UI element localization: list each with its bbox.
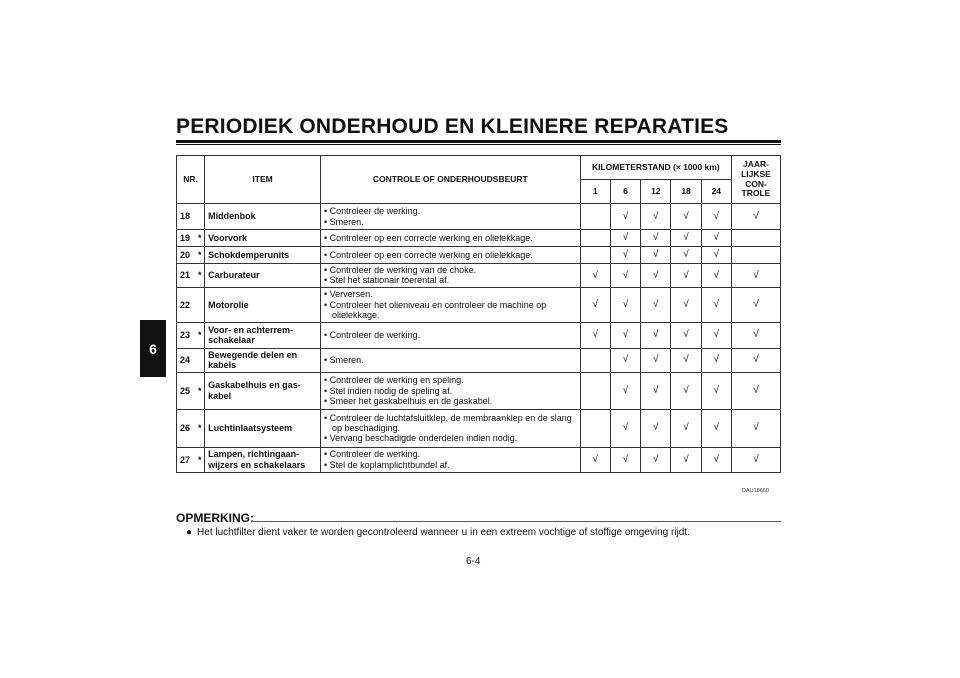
annual-check-cell: √ <box>731 409 780 447</box>
header-km-col: 12 <box>641 180 671 204</box>
dealer-service-marker <box>195 348 204 372</box>
table-row <box>177 447 781 472</box>
interval-check-cell: √ <box>701 447 731 472</box>
annual-check-cell: √ <box>731 447 780 472</box>
row-actions <box>320 247 580 264</box>
interval-check-cell <box>580 247 610 264</box>
chapter-tab: 6 <box>140 320 166 377</box>
row-number: 25 <box>177 372 196 409</box>
header-km-col: 24 <box>701 180 731 204</box>
interval-check-cell: √ <box>641 247 671 264</box>
interval-check-cell: √ <box>701 409 731 447</box>
action-item: • Vervang beschadigde onderdelen indien nodig. <box>324 433 577 443</box>
dealer-service-marker: * <box>195 372 204 409</box>
title-underline <box>176 140 781 145</box>
dealer-service-marker: * <box>195 409 204 447</box>
interval-check-cell: √ <box>641 409 671 447</box>
interval-check-cell: √ <box>580 287 610 322</box>
row-item: Carburateur <box>205 264 321 288</box>
interval-check-cell: √ <box>610 372 640 409</box>
header-km-col: 6 <box>610 180 640 204</box>
row-actions <box>320 230 580 247</box>
table-row <box>177 204 781 230</box>
interval-check-cell: √ <box>641 322 671 348</box>
interval-check-cell: √ <box>701 264 731 288</box>
note-heading: OPMERKING: <box>176 511 254 525</box>
row-number: 19 <box>177 230 196 247</box>
interval-check-cell: √ <box>701 372 731 409</box>
annual-check-cell: √ <box>731 204 780 230</box>
interval-check-cell: √ <box>671 447 701 472</box>
table-header-row <box>177 156 781 180</box>
note-divider <box>252 521 781 522</box>
row-actions <box>320 322 580 348</box>
interval-check-cell: √ <box>610 287 640 322</box>
row-item: Schokdemperunits <box>205 247 321 264</box>
table-row <box>177 264 781 288</box>
row-number: 21 <box>177 264 196 288</box>
interval-check-cell: √ <box>641 348 671 372</box>
row-number: 18 <box>177 204 196 230</box>
interval-check-cell: √ <box>671 348 701 372</box>
header-km: KILOMETERSTAND (× 1000 km) <box>580 156 731 180</box>
interval-check-cell: √ <box>610 322 640 348</box>
interval-check-cell: √ <box>610 348 640 372</box>
interval-check-cell: √ <box>671 287 701 322</box>
row-item: Motorolie <box>205 287 321 322</box>
action-item: • Controleer het olieniveau en controleer de machine op olielekkage. <box>324 300 577 321</box>
table-row <box>177 287 781 322</box>
interval-check-cell: √ <box>641 287 671 322</box>
dealer-service-marker <box>195 287 204 322</box>
action-item: • Smeren. <box>324 217 577 227</box>
page-number: 6-4 <box>466 556 481 567</box>
row-number: 23 <box>177 322 196 348</box>
action-item: • Smeren. <box>324 355 577 365</box>
row-actions <box>320 447 580 472</box>
interval-check-cell: √ <box>641 264 671 288</box>
action-item: • Stel het stationair toerental af. <box>324 275 577 285</box>
interval-check-cell: √ <box>580 322 610 348</box>
annual-check-cell: √ <box>731 372 780 409</box>
action-item: • Controleer de werking. <box>324 206 577 216</box>
action-item: • Stel de koplamplichtbundel af. <box>324 460 577 470</box>
row-actions <box>320 409 580 447</box>
action-item: • Controleer de werking. <box>324 449 577 459</box>
row-actions <box>320 287 580 322</box>
interval-check-cell <box>580 230 610 247</box>
interval-check-cell: √ <box>701 230 731 247</box>
interval-check-cell: √ <box>671 264 701 288</box>
row-item: Middenbok <box>205 204 321 230</box>
row-actions <box>320 348 580 372</box>
row-actions <box>320 264 580 288</box>
table-row <box>177 322 781 348</box>
dealer-service-marker: * <box>195 447 204 472</box>
interval-check-cell <box>580 372 610 409</box>
interval-check-cell: √ <box>641 447 671 472</box>
bullet-icon: ● <box>186 527 193 538</box>
interval-check-cell: √ <box>610 447 640 472</box>
interval-check-cell: √ <box>701 204 731 230</box>
dealer-service-marker: * <box>195 322 204 348</box>
dealer-service-marker <box>195 204 204 230</box>
header-item: ITEM <box>205 156 321 204</box>
action-item: • Controleer op een correcte werking en olielekkage. <box>324 233 577 243</box>
table-row <box>177 372 781 409</box>
interval-check-cell: √ <box>641 230 671 247</box>
annual-check-cell: √ <box>731 322 780 348</box>
interval-check-cell: √ <box>701 322 731 348</box>
interval-check-cell: √ <box>671 322 701 348</box>
row-number: 26 <box>177 409 196 447</box>
interval-check-cell: √ <box>701 287 731 322</box>
table-row <box>177 230 781 247</box>
annual-check-cell: √ <box>731 264 780 288</box>
interval-check-cell: √ <box>610 230 640 247</box>
action-item: • Controleer op een correcte werking en olielekkage. <box>324 250 577 260</box>
action-item: • Verversen. <box>324 289 577 299</box>
interval-check-cell: √ <box>610 264 640 288</box>
annual-check-cell: √ <box>731 348 780 372</box>
row-item: Gaskabelhuis en gas-kabel <box>205 372 321 409</box>
row-item: Voor- en achterrem-schakelaar <box>205 322 321 348</box>
dealer-service-marker: * <box>195 264 204 288</box>
interval-check-cell <box>580 204 610 230</box>
row-item: Bewegende delen en kabels <box>205 348 321 372</box>
interval-check-cell: √ <box>671 230 701 247</box>
row-item: Luchtinlaatsysteem <box>205 409 321 447</box>
header-km-col: 1 <box>580 180 610 204</box>
header-control: CONTROLE OF ONDERHOUDSBEURT <box>320 156 580 204</box>
interval-check-cell: √ <box>701 247 731 264</box>
row-number: 22 <box>177 287 196 322</box>
interval-check-cell: √ <box>580 264 610 288</box>
row-item: Voorvork <box>205 230 321 247</box>
note-text: Het luchtfilter dient vaker te worden gecontroleerd wanneer u in een extreem vochtige of stoffige omgeving rijdt. <box>197 527 690 538</box>
interval-check-cell: √ <box>671 247 701 264</box>
row-number: 24 <box>177 348 196 372</box>
row-item: Lampen, richtingaan-wijzers en schakelaars <box>205 447 321 472</box>
interval-check-cell <box>580 348 610 372</box>
table-row <box>177 409 781 447</box>
table-body <box>177 204 781 473</box>
action-item: • Smeer het gaskabelhuis en de gaskabel. <box>324 396 577 406</box>
interval-check-cell: √ <box>610 409 640 447</box>
interval-check-cell: √ <box>641 204 671 230</box>
dealer-service-marker: * <box>195 230 204 247</box>
row-actions <box>320 372 580 409</box>
action-item: • Controleer de werking. <box>324 330 577 340</box>
annual-check-cell: √ <box>731 287 780 322</box>
interval-check-cell: √ <box>701 348 731 372</box>
interval-check-cell: √ <box>671 204 701 230</box>
interval-check-cell <box>580 409 610 447</box>
header-nr: NR. <box>177 156 205 204</box>
action-item: • Stel indien nodig de speling af. <box>324 386 577 396</box>
reference-code: DAU18660 <box>742 488 769 494</box>
table-row <box>177 348 781 372</box>
action-item: • Controleer de luchtafsluitklep, de membraanklep en de slang op beschadiging. <box>324 413 577 434</box>
action-item: • Controleer de werking en speling. <box>324 375 577 385</box>
interval-check-cell: √ <box>671 409 701 447</box>
page-title: PERIODIEK ONDERHOUD EN KLEINERE REPARATIES <box>176 115 729 138</box>
row-number: 27 <box>177 447 196 472</box>
header-km-col: 18 <box>671 180 701 204</box>
row-actions <box>320 204 580 230</box>
note-body <box>186 527 781 538</box>
interval-check-cell: √ <box>641 372 671 409</box>
dealer-service-marker: * <box>195 247 204 264</box>
annual-check-cell <box>731 230 780 247</box>
row-number: 20 <box>177 247 196 264</box>
interval-check-cell: √ <box>610 247 640 264</box>
action-item: • Controleer de werking van de choke. <box>324 265 577 275</box>
interval-check-cell: √ <box>671 372 701 409</box>
maintenance-table <box>176 155 781 473</box>
annual-check-cell <box>731 247 780 264</box>
interval-check-cell: √ <box>610 204 640 230</box>
table-row <box>177 247 781 264</box>
interval-check-cell: √ <box>580 447 610 472</box>
header-annual: JAAR-LIJKSE CON-TROLE <box>731 156 780 204</box>
